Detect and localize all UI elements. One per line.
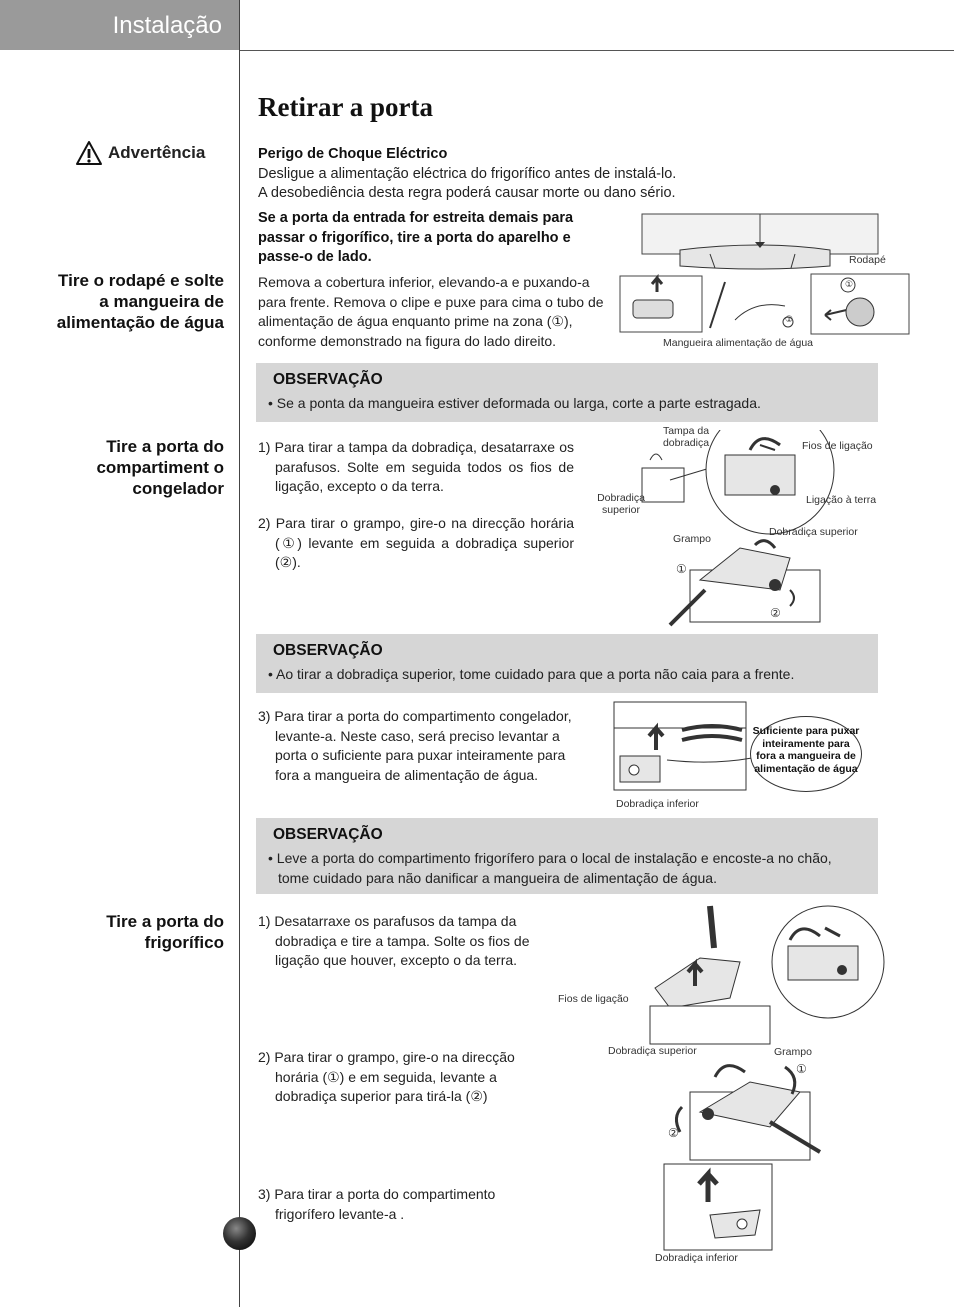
label-grampo: Grampo xyxy=(673,533,711,545)
warning-line-1: Desligue a alimentação eléctrica do frigorífico antes de instalá-lo. xyxy=(258,165,677,182)
warning-line-2: A desobediência desta regra poderá causar morte ou dano sério. xyxy=(258,185,676,201)
label-num-1b: ① xyxy=(845,279,854,289)
note-title-3: OBSERVAÇÃO xyxy=(273,826,383,843)
intro-bold: Se a porta da entrada for estreita demais para passar o frigorífico, tire a porta do aparelho e passe-o de lado. xyxy=(258,210,574,265)
freezer-step-3: 3) Para tirar a porta do compartimento congelador, levante-a. Neste caso, será preciso levantar a porta o suficiente para puxar inteiramente para fora a mangueira de alimentação de água. xyxy=(258,708,572,783)
note-text-3-content: Leve a porta do compartimento frigorífero para o local de instalação e encoste-a no chão, tome cuidado para não danificar a mangueira de alimentação de água. xyxy=(276,850,832,886)
page-title: Retirar a porta xyxy=(258,92,433,122)
intro-text: Remova a cobertura inferior, elevando-a e puxando-a para frente. Remova o clipe e puxe para cima o tubo de alimentação de água enquanto prime na zona (①), conforme demonstrado na figura do lado direito. xyxy=(258,274,604,349)
note-box-2 xyxy=(256,634,878,693)
warning-label xyxy=(75,140,205,166)
sidebar-freezer-door: Tire a porta do compartiment o congelador xyxy=(96,437,224,498)
callout-suficiente: Suficiente para puxar inteiramente para fora a mangueira de alimentação de água xyxy=(750,716,862,792)
label-num-2b: ② xyxy=(668,1126,679,1140)
label-num-1a: ① xyxy=(785,314,794,324)
fridge-step-3: 3) Para tirar a porta do compartimento frigorífero levante-a . xyxy=(258,1186,496,1222)
figure-lift-fridge-door xyxy=(660,1160,780,1255)
freezer-step-2: 2) Para tirar o grampo, gire-o na direcção horária (①) levante em seguida a dobradiça superior (②). xyxy=(258,515,574,570)
label-dobradica-superior-b: Dobradiça superior xyxy=(769,526,858,538)
label-mangueira: Mangueira alimentação de água xyxy=(663,337,814,349)
label-num-1d: ① xyxy=(796,1062,807,1076)
sidebar-fridge-door: Tire a porta do frigorífico xyxy=(106,912,224,952)
page-marker-dot xyxy=(223,1217,256,1250)
column-divider xyxy=(239,0,240,1307)
note-text-2-content: Ao tirar a dobradiça superior, tome cuidado para que a porta não caia para a frente. xyxy=(276,666,795,682)
note-text-2: • Ao tirar a dobradiça superior, tome cuidado para que a porta não caia para a frente. xyxy=(268,666,795,682)
label-num-2a: ② xyxy=(770,606,781,620)
section-header-tab xyxy=(0,0,240,50)
label-grampo-2: Grampo xyxy=(774,1046,812,1058)
label-dobradica-inferior-2: Dobradiça inferior xyxy=(655,1252,738,1264)
figure-fridge-hinge xyxy=(660,1052,840,1162)
label-dobradica-superior: Dobradiça superior xyxy=(597,492,645,516)
note-title-2: OBSERVAÇÃO xyxy=(273,642,383,659)
label-num-1c: ① xyxy=(676,562,687,576)
note-text-1-content: Se a ponta da mangueira estiver deformada ou larga, corte a parte estragada. xyxy=(276,395,761,411)
fridge-step-2: 2) Para tirar o grampo, gire-o na direcção horária (①) e em seguida, levante a dobradiça superior para tirá-la (②) xyxy=(258,1049,515,1104)
label-fios-2: Fios de ligação xyxy=(558,993,629,1005)
figure-fridge-hinge-cover xyxy=(640,898,890,1048)
label-dobradica-inferior: Dobradiça inferior xyxy=(616,798,699,810)
header-divider xyxy=(240,50,954,51)
freezer-step-1: 1) Para tirar a tampa da dobradiça, desatarraxe os parafusos. Solte em seguida todos os fios de ligação, excepto o da terra. xyxy=(258,439,574,494)
section-title: Instalação xyxy=(112,12,222,39)
label-fios: Fios de ligação xyxy=(802,440,873,452)
label-rodape: Rodapé xyxy=(849,254,886,266)
warning-heading: Perigo de Choque Eléctrico xyxy=(258,146,448,162)
label-ligacao-terra: Ligação à terra xyxy=(806,494,877,506)
warning-text: Advertência xyxy=(108,143,206,162)
note-text-3: • Leve a porta do compartimento frigorífero para o local de instalação e encoste-a no chão, tome cuidado para não danificar a mangueira de alimentação de água. xyxy=(268,850,832,886)
label-dobradica-superior-2: Dobradiça superior xyxy=(608,1045,697,1057)
warning-icon xyxy=(75,140,103,166)
note-text-1: • Se a ponta da mangueira estiver deformada ou larga, corte a parte estragada. xyxy=(268,395,761,411)
note-box-1 xyxy=(256,363,878,422)
figure-remove-base xyxy=(615,210,915,345)
note-title-1: OBSERVAÇÃO xyxy=(273,371,383,388)
label-tampa: Tampa da dobradiça xyxy=(662,425,710,449)
sidebar-remove-base: Tire o rodapé e solte a mangueira de alimentação de água xyxy=(56,271,224,332)
warning-block xyxy=(258,145,758,204)
note-box-3 xyxy=(256,818,878,894)
fridge-step-1: 1) Desatarraxe os parafusos da tampa da dobradiça e tire a tampa. Solte os fios de ligação que houver, excepto o da terra. xyxy=(258,913,530,968)
